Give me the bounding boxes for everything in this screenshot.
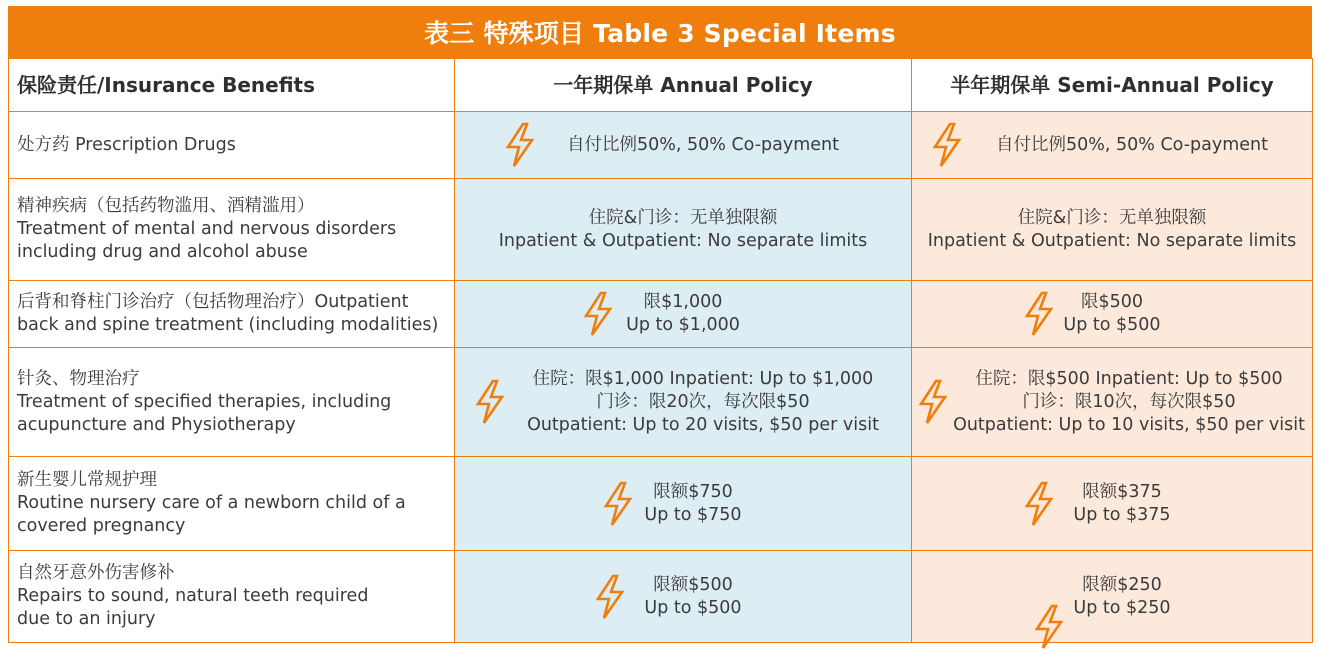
value-line: 自付比例50%, 50% Co-payment bbox=[566, 134, 839, 155]
annual-value-cell bbox=[455, 551, 912, 643]
header-row bbox=[9, 59, 1313, 112]
benefit-label bbox=[9, 281, 455, 348]
special-items-table-container bbox=[8, 6, 1312, 643]
table-row bbox=[9, 457, 1313, 551]
value-line: Outpatient: Up to 10 visits, $50 per visit bbox=[953, 414, 1305, 435]
value-line: 住院&门诊：无单独限额 bbox=[588, 207, 778, 228]
label-line: covered pregnancy bbox=[17, 516, 186, 536]
label-line: Repairs to sound, natural teeth required bbox=[17, 586, 369, 606]
label-line: 新生婴儿常规护理 bbox=[17, 470, 157, 490]
label-line: Treatment of mental and nervous disorders bbox=[17, 219, 397, 239]
lightning-bolt-icon bbox=[1022, 481, 1056, 527]
lightning-bolt-icon bbox=[581, 291, 615, 337]
benefit-label bbox=[9, 457, 455, 551]
benefit-label bbox=[9, 551, 455, 643]
lightning-bolt-icon bbox=[503, 122, 537, 168]
value-line: Up to $500 bbox=[644, 597, 742, 618]
label-line: Routine nursery care of a newborn child of a bbox=[17, 493, 406, 513]
value-line: Up to $375 bbox=[1073, 504, 1171, 525]
value-line: 限额$250 bbox=[1082, 574, 1162, 595]
value-line: 门诊：限10次，每次限$50 bbox=[1022, 391, 1236, 412]
annual-value-cell bbox=[455, 281, 912, 348]
value-line: 门诊：限20次，每次限$50 bbox=[596, 391, 810, 412]
value-line: 住院：限$500 Inpatient: Up to $500 bbox=[975, 368, 1283, 389]
header-annual-policy: 一年期保单 Annual Policy bbox=[455, 59, 912, 112]
lightning-bolt-icon bbox=[930, 122, 964, 168]
special-items-table bbox=[8, 58, 1313, 643]
value-line: Outpatient: Up to 20 visits, $50 per visit bbox=[527, 414, 879, 435]
label-line: 精神疾病（包括药物滥用、酒精滥用） bbox=[17, 196, 315, 216]
label-line: 处方药 Prescription Drugs bbox=[17, 134, 236, 155]
label-line: 针灸、物理治疗 bbox=[17, 368, 140, 389]
benefit-label bbox=[9, 179, 455, 281]
value-line: Up to $1,000 bbox=[626, 315, 740, 335]
benefit-label bbox=[9, 112, 455, 179]
value-line: Up to $250 bbox=[1073, 597, 1171, 618]
label-line: acupuncture and Physiotherapy bbox=[17, 414, 296, 435]
value-line: 限$1,000 bbox=[643, 292, 723, 312]
header-benefits: 保险责任/Insurance Benefits bbox=[9, 59, 455, 112]
value-line: 限额$375 bbox=[1082, 481, 1162, 502]
value-line: Inpatient & Outpatient: No separate limits bbox=[498, 230, 868, 251]
table-title: 表三 特殊项目 Table 3 Special Items bbox=[8, 6, 1312, 58]
lightning-bolt-icon bbox=[601, 481, 635, 527]
annual-value-cell bbox=[455, 457, 912, 551]
value-line: Inpatient & Outpatient: No separate limits bbox=[927, 230, 1297, 251]
label-line: 自然牙意外伤害修补 bbox=[17, 563, 175, 583]
annual-value-cell bbox=[455, 179, 912, 281]
value-line: 自付比例50%, 50% Co-payment bbox=[995, 134, 1268, 155]
semi-value-cell bbox=[912, 112, 1313, 179]
lightning-bolt-icon bbox=[593, 574, 627, 620]
label-line: 后背和脊柱门诊治疗（包括物理治疗）Outpatient bbox=[17, 292, 409, 312]
semi-value-cell bbox=[912, 179, 1313, 281]
annual-value-cell bbox=[455, 348, 912, 457]
semi-value-cell bbox=[912, 281, 1313, 348]
value-line: 住院：限$1,000 Inpatient: Up to $1,000 bbox=[532, 368, 874, 389]
lightning-bolt-icon bbox=[916, 379, 950, 425]
label-line: Treatment of specified therapies, including bbox=[17, 391, 392, 412]
label-line: including drug and alcohol abuse bbox=[17, 242, 308, 262]
semi-value-cell bbox=[912, 551, 1313, 643]
value-line: 住院&门诊：无单独限额 bbox=[1017, 207, 1207, 228]
value-line: Up to $750 bbox=[644, 504, 742, 525]
lightning-bolt-icon bbox=[473, 379, 507, 425]
value-line: 限$500 bbox=[1080, 292, 1144, 312]
table-row bbox=[9, 348, 1313, 457]
value-line: 限额$500 bbox=[653, 574, 733, 595]
semi-value-cell bbox=[912, 457, 1313, 551]
benefit-label bbox=[9, 348, 455, 457]
header-semi-annual-policy: 半年期保单 Semi-Annual Policy bbox=[912, 59, 1313, 112]
table-row bbox=[9, 281, 1313, 348]
semi-value-cell bbox=[912, 348, 1313, 457]
label-line: due to an injury bbox=[17, 609, 156, 629]
label-line: back and spine treatment (including modalities) bbox=[17, 315, 439, 335]
value-line: Up to $500 bbox=[1063, 315, 1161, 335]
value-line: 限额$750 bbox=[653, 481, 733, 502]
lightning-bolt-icon bbox=[1032, 604, 1066, 650]
annual-value-cell bbox=[455, 112, 912, 179]
table-row bbox=[9, 112, 1313, 179]
lightning-bolt-icon bbox=[1022, 291, 1056, 337]
table-row bbox=[9, 179, 1313, 281]
table-row bbox=[9, 551, 1313, 643]
